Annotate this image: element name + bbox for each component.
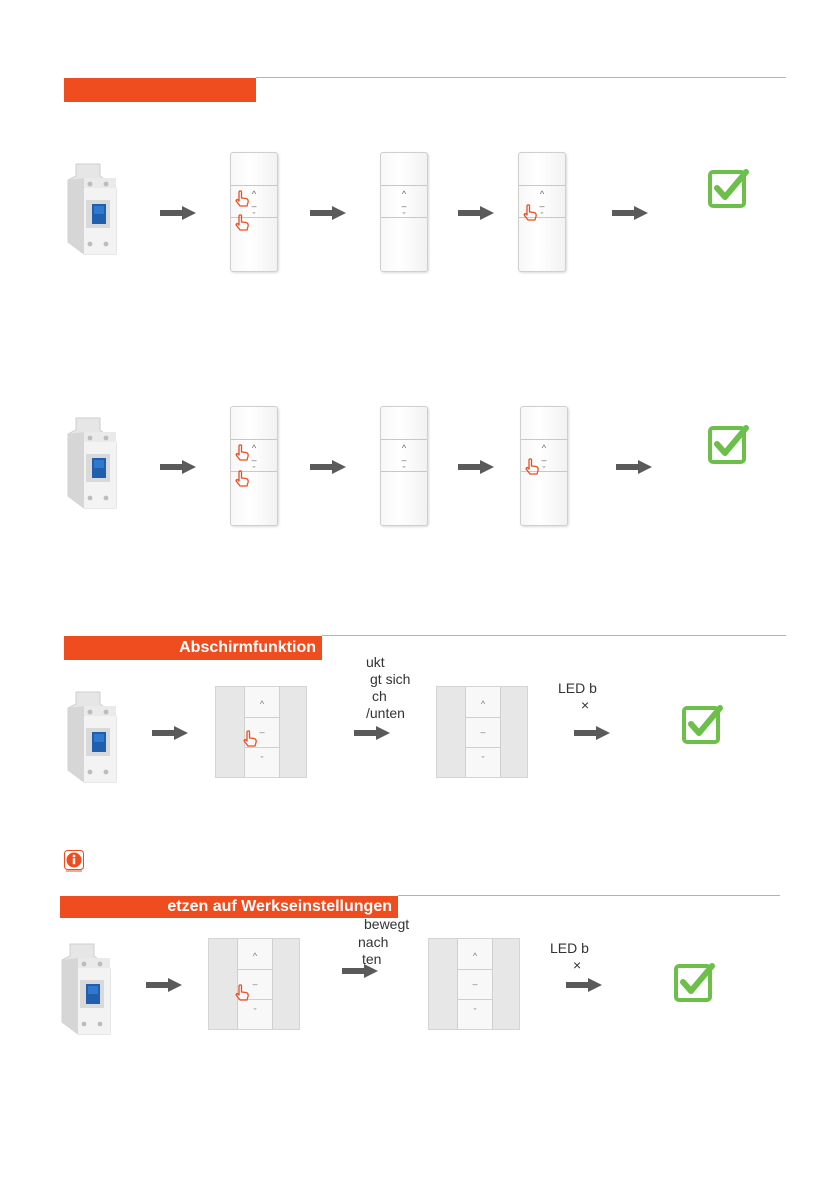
right-arrow-icon: [354, 726, 390, 740]
section-4-rule: [398, 895, 780, 896]
section-4-title: etzen auf Werkseinstellungen: [167, 898, 392, 915]
led-note-line-1: LED b: [550, 940, 589, 956]
right-arrow-icon: [152, 726, 188, 740]
pointing-hand-icon: [234, 470, 250, 488]
wall-switch-1: ^ – ˇ: [215, 686, 307, 778]
pointing-hand-icon: [234, 214, 250, 232]
right-arrow-icon: [458, 460, 494, 474]
section-3-title: Abschirmfunktion: [179, 639, 316, 656]
step-note-line-3: ch: [372, 688, 387, 704]
pointing-hand-icon: [524, 458, 540, 476]
led-note-line-2: ×: [573, 957, 582, 973]
step-note-line-2: nach: [358, 934, 389, 950]
pointing-hand-icon: [234, 984, 250, 1002]
checkmark-icon: [672, 960, 716, 1004]
right-arrow-icon: [160, 460, 196, 474]
right-arrow-icon: [310, 460, 346, 474]
step-note-line-4: /unten: [366, 705, 405, 721]
handheld-remote-6: ^ – ˇ: [520, 406, 568, 526]
section-1-rule: [256, 77, 786, 78]
checkmark-icon: [706, 166, 750, 210]
handheld-remote-1: ^ – ˇ: [230, 152, 278, 272]
step-note-line-1: bewegt: [364, 916, 410, 932]
circuit-breaker-icon: [56, 938, 120, 1038]
section-3-rule: [322, 635, 786, 636]
step-note-line-2: gt sich: [370, 671, 411, 687]
right-arrow-icon: [574, 726, 610, 740]
right-arrow-icon: [566, 978, 602, 992]
right-arrow-icon: [160, 206, 196, 220]
pointing-hand-icon: [234, 444, 250, 462]
right-arrow-icon: [146, 978, 182, 992]
right-arrow-icon: [342, 964, 378, 978]
section-4-title-bar: [60, 896, 398, 918]
checkmark-icon: [706, 422, 750, 466]
wall-switch-2: ^ – ˇ: [436, 686, 528, 778]
pointing-hand-icon: [242, 730, 258, 748]
handheld-remote-5: ^ – ˇ: [380, 406, 428, 526]
section-3-title-bar: [64, 636, 322, 660]
info-icon: [64, 850, 84, 872]
handheld-remote-4: ^ – ˇ: [230, 406, 278, 526]
step-note-line-3: ten: [362, 951, 382, 967]
handheld-remote-3: ^ – ˇ: [518, 152, 566, 272]
circuit-breaker-icon: [62, 158, 126, 258]
handheld-remote-2: ^ – ˇ: [380, 152, 428, 272]
right-arrow-icon: [458, 206, 494, 220]
circuit-breaker-icon: [62, 412, 126, 512]
right-arrow-icon: [310, 206, 346, 220]
step-note-line-1: ukt: [366, 654, 385, 670]
pointing-hand-icon: [522, 204, 538, 222]
section-1-title-bar: [64, 78, 256, 102]
checkmark-icon: [680, 702, 724, 746]
wall-switch-3: ^ – ˇ: [208, 938, 300, 1030]
circuit-breaker-icon: [62, 686, 126, 786]
pointing-hand-icon: [234, 190, 250, 208]
led-note-line-1: LED b: [558, 680, 597, 696]
right-arrow-icon: [612, 206, 648, 220]
wall-switch-4: ^ – ˇ: [428, 938, 520, 1030]
led-note-line-2: ×: [581, 697, 590, 713]
right-arrow-icon: [616, 460, 652, 474]
